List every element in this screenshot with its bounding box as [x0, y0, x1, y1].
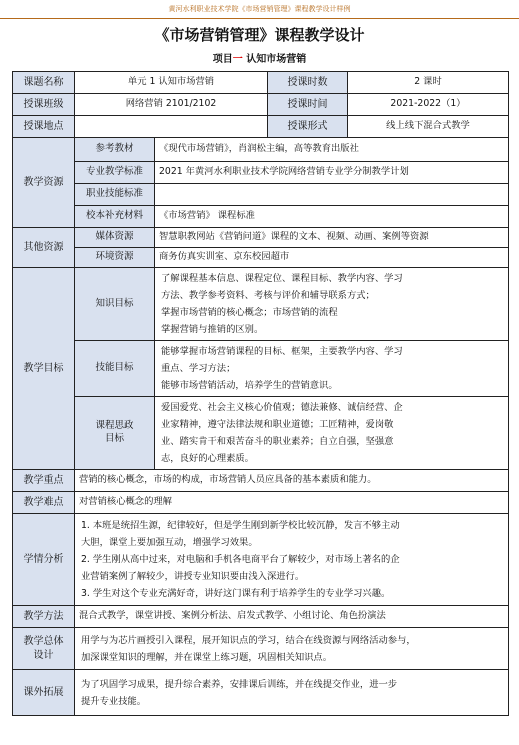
resource-item-value: 《市场营销》 课程标准 — [155, 206, 509, 228]
design-table — [12, 71, 509, 716]
goal-line: 了解课程基本信息、课程定位、课程目标、教学内容、学习 — [161, 273, 403, 284]
goal-line: 方法、教学参考资料、考核与评价和辅导联系方式； — [161, 290, 375, 301]
analysis-line: 1. 本班是统招生源，纪律较好，但是学生刚到新学校比较沉静，发言不够主动 — [81, 520, 400, 531]
method-label: 教学方法 — [13, 606, 75, 628]
goals-label: 教学目标 — [13, 268, 75, 470]
hours-value: 2 课时 — [348, 72, 509, 94]
page-subtitle — [0, 50, 519, 65]
resource-item-value: 2021 年黄河水利职业技术学院网络营销专业学分制教学计划 — [155, 162, 509, 184]
key-points-label: 教学重点 — [13, 470, 75, 492]
class-value: 网络营销 2101/2102 — [75, 94, 268, 116]
other-item-value: 智慧职教网站《营销问道》课程的文本、视频、动画、案例等资源 — [155, 228, 509, 248]
overall-line: 用学与为芯片画授引入课程，展开知识点的学习，结合在线资源与网络活动参与， — [81, 634, 416, 646]
subtitle-rest: 认知市场营销 — [242, 54, 307, 65]
goal-content — [155, 268, 509, 341]
analysis-label: 学情分析 — [13, 514, 75, 606]
resource-item-label: 参考教材 — [75, 138, 155, 162]
subtitle-number: 一 — [232, 54, 243, 65]
goal-line: 业、踏实肯干和艰苦奋斗的职业素养；自立自强，坚强意 — [161, 436, 394, 447]
analysis-line: 大胆，课堂上要加强互动，增强学习效果。 — [81, 537, 258, 548]
document-header: 黄河水利职业技术学院《市场营销管理》课程教学设计样例 — [0, 0, 519, 19]
extension-label: 课外拓展 — [13, 670, 75, 716]
extension-content — [75, 670, 509, 716]
resource-item-value — [155, 184, 509, 206]
overall-design-label: 教学总体 设计 — [13, 628, 75, 670]
other-item-value: 商务仿真实训室、京东校园超市 — [155, 248, 509, 268]
goal-line: 能够掌握市场营销课程的目标、框架，主要教学内容、学习 — [161, 346, 403, 357]
overall-line: 加深课堂知识的理解，并在课堂上练习题，巩固相关知识点。 — [81, 651, 333, 663]
extension-line: 提升专业技能。 — [81, 695, 147, 707]
hours-label: 授课时数 — [268, 72, 348, 94]
goal-line: 业家精神，遵守法律法规和职业道德；工匠精神，爱岗敬 — [161, 419, 394, 430]
course-name-value: 单元 1 认知市场营销 — [75, 72, 268, 94]
goal-line: 志，良好的心理素质。 — [161, 453, 254, 464]
resource-item-label: 专业教学标准 — [75, 162, 155, 184]
other-resources-label: 其他资源 — [13, 228, 75, 268]
goal-content — [155, 341, 509, 397]
goal-label: 知识目标 — [75, 268, 155, 341]
goal-line: 掌握市场营销的核心概念；市场营销的流程 — [161, 307, 338, 318]
place-label: 授课地点 — [13, 116, 75, 138]
key-points-value: 营销的核心概念，市场的构成，市场营销人员应具备的基本素质和能力。 — [75, 470, 509, 492]
goal-content — [155, 397, 509, 470]
goal-line: 掌握营销与推销的区别。 — [161, 324, 264, 335]
time-value: 2021-2022（1） — [348, 94, 509, 116]
other-item-label: 环境资源 — [75, 248, 155, 268]
place-value — [75, 116, 268, 138]
page-title: 《市场营销管理》课程教学设计 — [154, 26, 365, 44]
goal-line: 能够市场营销活动，培养学生的营销意识。 — [161, 380, 338, 391]
analysis-content — [75, 514, 509, 606]
goal-label: 课程思政 目标 — [75, 397, 155, 470]
goal-line: 爱国爱党、社会主义核心价值观；德法兼修、诚信经营、企 — [161, 402, 403, 413]
class-label: 授课班级 — [13, 94, 75, 116]
analysis-line: 3. 学生对这个专业充满好奇，讲好这门课有利于培养学生的专业学习兴趣。 — [81, 588, 391, 599]
method-value: 混合式教学，课堂讲授、案例分析法、启发式教学、小组讨论、角色扮演法 — [75, 606, 509, 628]
resource-item-label: 校本补充材料 — [75, 206, 155, 228]
resource-item-value: 《现代市场营销》，肖润松主编，高等教育出版社 — [155, 138, 509, 162]
time-label: 授课时间 — [268, 94, 348, 116]
subtitle-prefix: 项目 — [212, 54, 233, 65]
analysis-line: 2. 学生刚从高中过来，对电脑和手机各电商平台了解较少，对市场上著名的企 — [81, 554, 400, 565]
other-item-label: 媒体资源 — [75, 228, 155, 248]
goal-line: 重点、学习方法； — [161, 363, 236, 374]
course-name-label: 课题名称 — [13, 72, 75, 94]
overall-design-content — [75, 628, 509, 670]
goal-label: 技能目标 — [75, 341, 155, 397]
resources-label: 教学资源 — [13, 138, 75, 228]
analysis-line: 业营销案例了解较少，讲授专业知识要由浅入深进行。 — [81, 571, 305, 582]
resource-item-label: 职业技能标准 — [75, 184, 155, 206]
form-value: 线上线下混合式教学 — [348, 116, 509, 138]
difficulties-value: 对营销核心概念的理解 — [75, 492, 509, 514]
form-label: 授课形式 — [268, 116, 348, 138]
difficulties-label: 教学难点 — [13, 492, 75, 514]
extension-line: 为了巩固学习成果，提升综合素养，安排课后训练，并在线提交作业，进一步 — [81, 678, 398, 690]
